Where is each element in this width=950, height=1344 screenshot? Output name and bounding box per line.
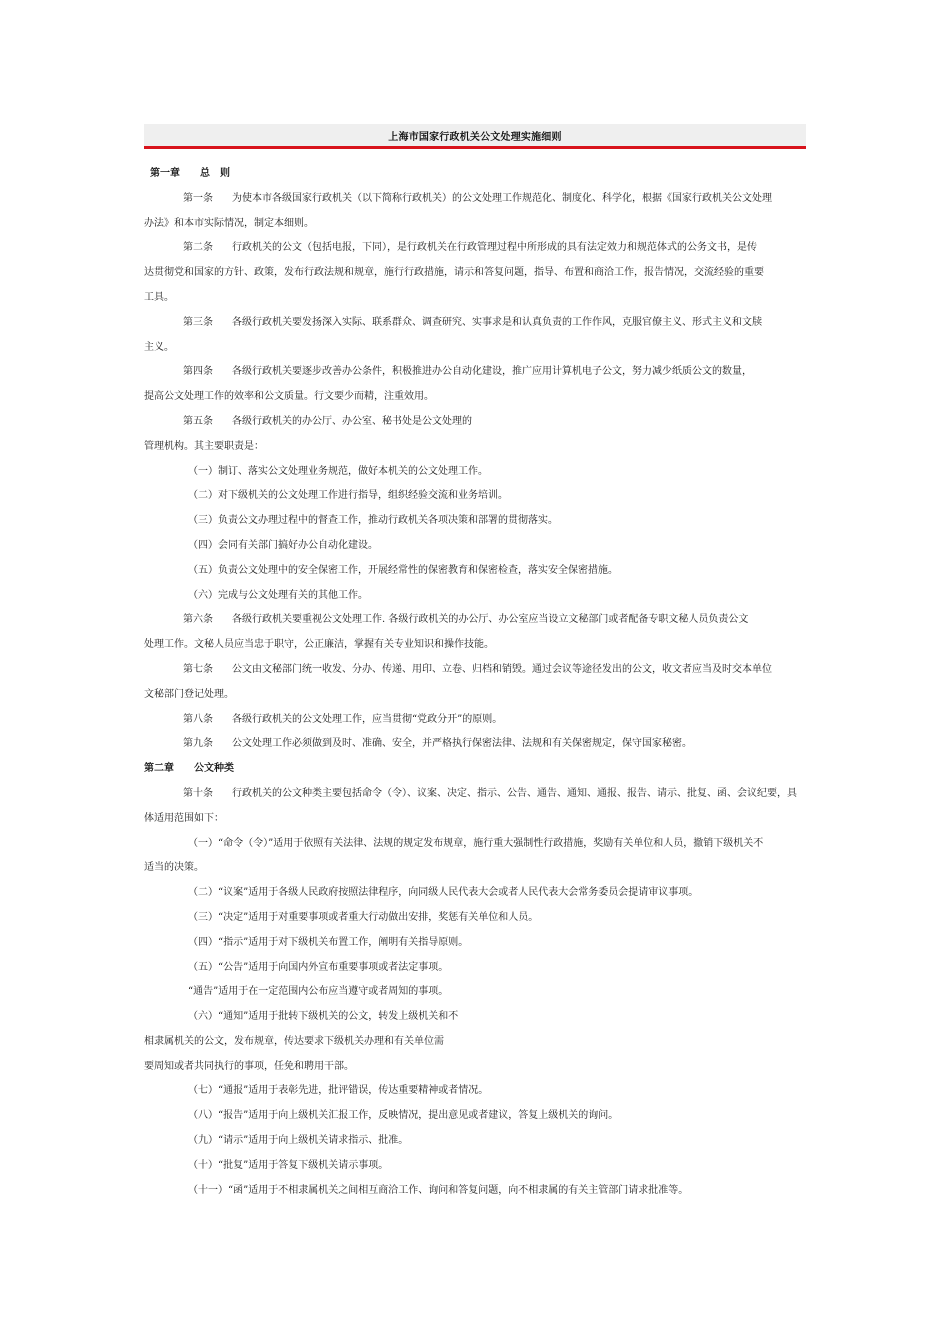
document-page (144, 124, 806, 1203)
list-item: （六）完成与公文处理有关的其他工作。 (188, 589, 368, 601)
list-item: （六）“通知”适用于批转下级机关的公文，转发上级机关和不 (188, 1011, 459, 1023)
article-6: 第六条 各级行政机关要重视公文处理工作. 各级行政机关的办公厅、办公室应当设立文秘部门或者配备专职文秘人员负责公文 (183, 614, 749, 626)
article-4-cont: 提高公文处理工作的效率和公文质量。行文要少而精，注重效用。 (144, 391, 434, 403)
article-2-cont: 工具。 (144, 291, 174, 303)
list-item: （七）“通报”适用于表彰先进，批评错误，传达重要精神或者情况。 (188, 1085, 489, 1097)
article-9: 第九条 公文处理工作必须做到及时、准确、安全，并严格执行保密法律、法规和有关保密规定，保守国家秘密。 (183, 738, 692, 750)
list-item: （二）“议案”适用于各级人民政府按照法律程序，向同级人民代表大会或者人民代表大会常务委员会提请审议事项。 (188, 887, 699, 899)
list-item-cont: 要周知或者共同执行的事项，任免和聘用干部。 (144, 1060, 354, 1072)
article-10-cont: 体适用范围如下： (144, 812, 224, 824)
list-item: “通告”适用于在一定范围内公布应当遵守或者周知的事项。 (188, 986, 449, 998)
list-item: （一）“命令（令）”适用于依照有关法律、法规的规定发布规章，施行重大强制性行政措施，奖励有关单位和人员，撤销下级机关不 (188, 837, 764, 849)
article-3: 第三条 各级行政机关要发扬深入实际、联系群众、调查研究、实事求是和认真负责的工作作风，克服官僚主义、形式主义和文牍 (183, 316, 762, 328)
list-item: （三）负责公文办理过程中的督查工作，推动行政机关各项决策和部署的贯彻落实。 (188, 515, 558, 527)
article-2-cont: 达贯彻党和国家的方针、政策，发布行政法规和规章，施行行政措施，请示和答复问题，指导、布置和商洽工作，报告情况，交流经验的重要 (144, 267, 764, 279)
list-item: （四）会同有关部门搞好办公自动化建设。 (188, 539, 378, 551)
article-4: 第四条 各级行政机关要逐步改善办公条件，积极推进办公自动化建设，推广应用计算机电子公文，努力减少纸质公文的数量， (183, 366, 752, 378)
list-item: （十一）“函”适用于不相隶属机关之间相互商洽工作、询问和答复问题，向不相隶属的有关主管部门请求批准等。 (188, 1184, 689, 1196)
article-10: 第十条 行政机关的公文种类主要包括命令（令）、议案、决定、指示、公告、通告、通知、通报、报告、请示、批复、函、会议纪要，具 (183, 787, 797, 799)
list-item: （三）“决定”适用于对重要事项或者重大行动做出安排，奖惩有关单位和人员。 (188, 911, 539, 923)
chapter-heading: 第一章 总 则 (150, 168, 230, 179)
article-7-cont: 文秘部门登记处理。 (144, 688, 234, 700)
document-body (144, 162, 806, 1203)
article-5-cont: 管理机构。其主要职责是： (144, 440, 264, 452)
list-item: （五）“公告”适用于向国内外宣布重要事项或者法定事项。 (188, 961, 449, 973)
article-2: 第二条 行政机关的公文（包括电报，下同），是行政机关在行政管理过程中所形成的具有法定效力和规范体式的公务文书，是传 (183, 242, 757, 254)
list-item: （二）对下级机关的公文处理工作进行指导，组织经验交流和业务培训。 (188, 490, 508, 502)
list-item: （八）“报告”适用于向上级机关汇报工作，反映情况，提出意见或者建议，答复上级机关的询问。 (188, 1110, 619, 1122)
article-1: 第一条 为使本市各级国家行政机关（以下简称行政机关）的公文处理工作规范化、制度化、科学化，根据《国家行政机关公文处理 (183, 192, 772, 204)
title-bar (144, 124, 806, 149)
article-3-cont: 主义。 (144, 341, 174, 353)
list-item: （四）“指示”适用于对下级机关布置工作，阐明有关指导原则。 (188, 936, 469, 948)
chapter-heading: 第二章 公文种类 (144, 763, 234, 775)
article-8: 第八条 各级行政机关的公文处理工作，应当贯彻“党政分开”的原则。 (183, 713, 503, 725)
list-item: （九）“请示”适用于向上级机关请求指示、批准。 (188, 1135, 409, 1147)
list-item: （十）“批复”适用于答复下级机关请示事项。 (188, 1159, 389, 1171)
document-title: 上海市国家行政机关公文处理实施细则 (388, 131, 562, 143)
article-5: 第五条 各级行政机关的办公厅、办公室、秘书处是公文处理的 (183, 415, 472, 427)
list-item-cont: 适当的决策。 (144, 862, 204, 874)
list-item: （一）制订、落实公文处理业务规范，做好本机关的公文处理工作。 (188, 465, 488, 477)
article-1-cont: 办法》和本市实际情况，制定本细则。 (144, 217, 314, 229)
article-7: 第七条 公文由文秘部门统一收发、分办、传递、用印、立卷、归档和销毁。通过会议等途径发出的公文，收文者应当及时交本单位 (183, 663, 772, 675)
article-6-cont: 处理工作。文秘人员应当忠于职守，公正廉洁，掌握有关专业知识和操作技能。 (144, 639, 494, 651)
list-item: （五）负责公文处理中的安全保密工作，开展经常性的保密教育和保密检查，落实安全保密措施。 (188, 564, 618, 576)
list-item-cont: 相隶属机关的公文，发布规章，传达要求下级机关办理和有关单位需 (144, 1035, 444, 1047)
